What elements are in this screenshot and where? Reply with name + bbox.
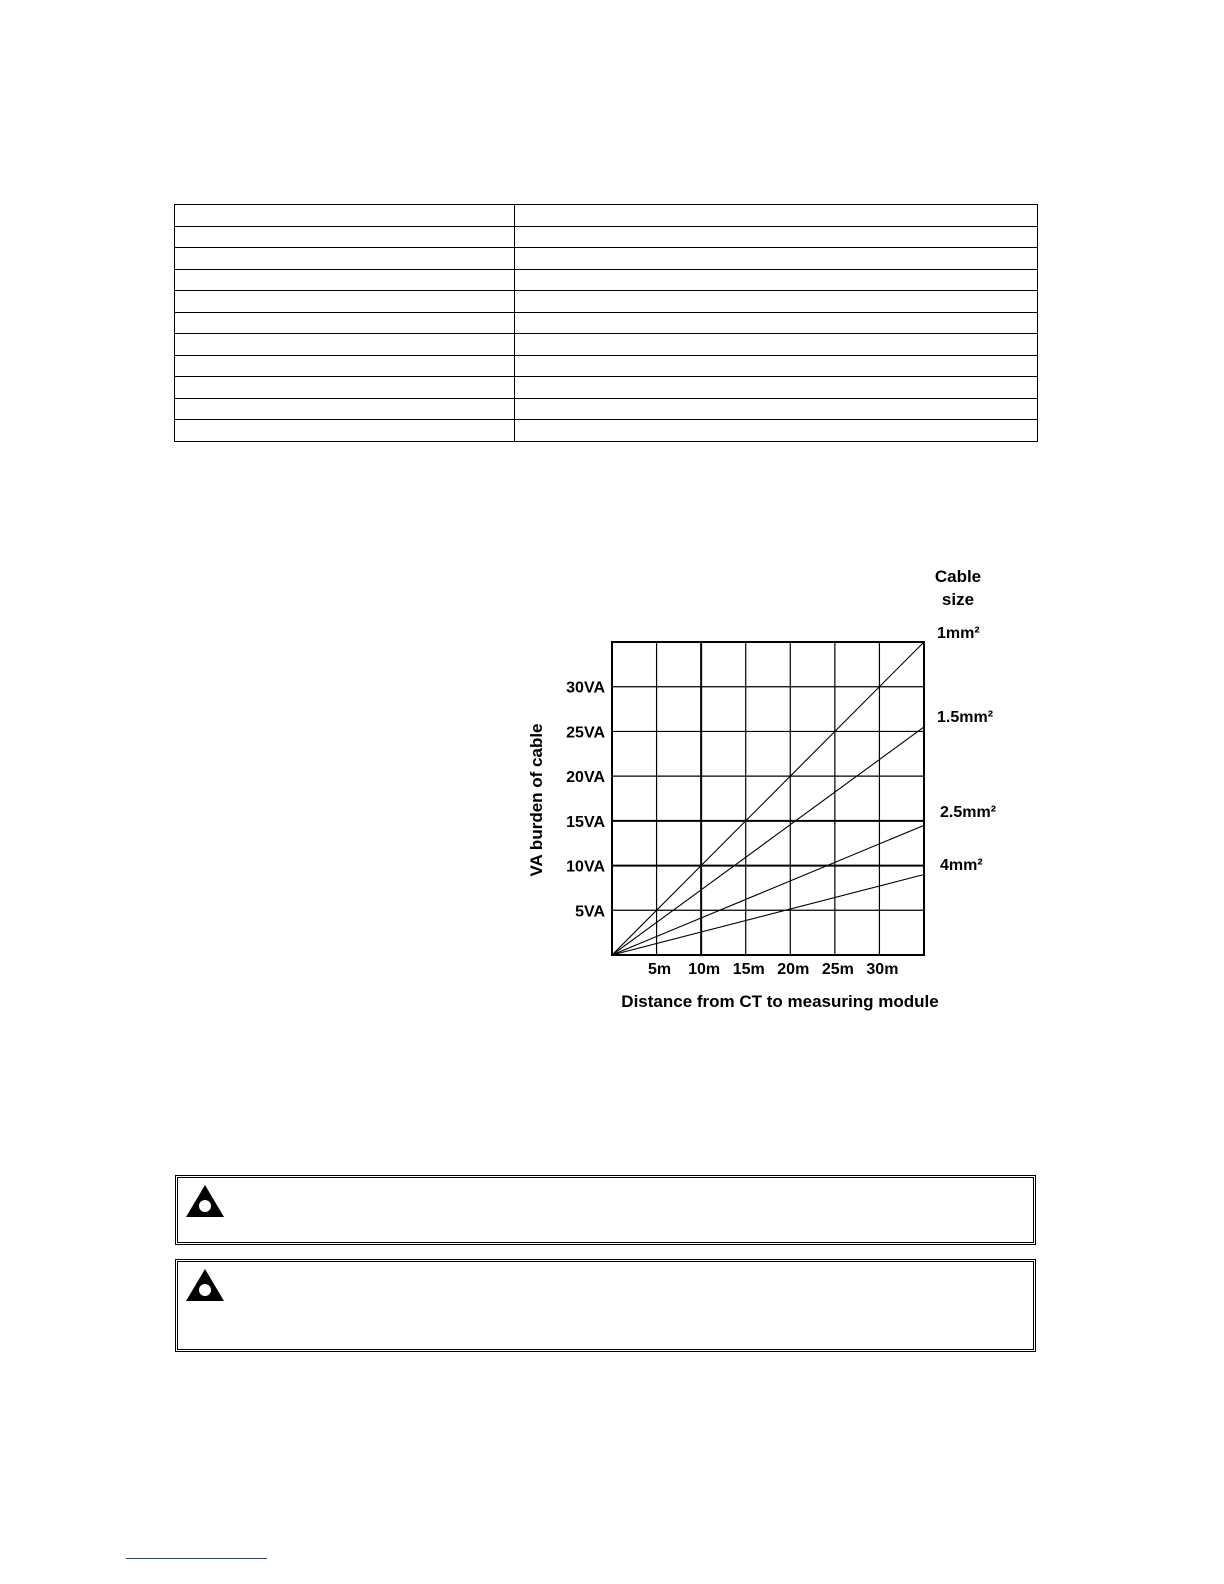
legend-entry: 1.5mm²: [937, 709, 994, 726]
table-cell-value: [515, 398, 1038, 420]
y-tick-label: 20VA: [566, 769, 605, 787]
series-line: [612, 642, 924, 955]
warning-box-1: [175, 1175, 1036, 1245]
table-row: [175, 291, 1038, 313]
footer-rule: [126, 1558, 267, 1559]
va-burden-chart: [500, 555, 1030, 1025]
legend-title-line1: Cable: [934, 567, 982, 586]
table-row: [175, 205, 1038, 227]
table-cell-value: [515, 312, 1038, 334]
x-tick-label: 20m: [777, 961, 810, 978]
legend-entry: 1mm²: [937, 625, 980, 642]
table-row: [175, 420, 1038, 442]
x-axis-label: Distance from CT to measuring module: [621, 992, 939, 1011]
warning-box-2: [175, 1259, 1036, 1352]
table-cell-label: [175, 269, 515, 291]
y-tick-label: 5VA: [575, 903, 605, 921]
legend-entry: 4mm²: [940, 857, 983, 874]
table-cell-value: [515, 291, 1038, 313]
table-cell-label: [175, 377, 515, 399]
x-tick-label: 30m: [866, 961, 899, 978]
y-axis-label: VA burden of cable: [527, 723, 546, 877]
table-row: [175, 312, 1038, 334]
table-row: [175, 355, 1038, 377]
table-row: [175, 334, 1038, 356]
table-cell-value: [515, 334, 1038, 356]
table-cell-label: [175, 420, 515, 442]
series-line: [612, 825, 924, 955]
table-row: [175, 377, 1038, 399]
table-row: [175, 398, 1038, 420]
y-tick-label: 25VA: [566, 724, 605, 742]
table-cell-value: [515, 205, 1038, 227]
table-cell-value: [515, 248, 1038, 270]
table-cell-value: [515, 420, 1038, 442]
series-line: [612, 727, 924, 955]
table-cell-label: [175, 205, 515, 227]
table-cell-label: [175, 312, 515, 334]
legend-entry: 2.5mm²: [940, 804, 997, 821]
series-line: [612, 875, 924, 955]
table-cell-label: [175, 334, 515, 356]
table-row: [175, 269, 1038, 291]
table-cell-label: [175, 398, 515, 420]
table-cell-label: [175, 355, 515, 377]
warning-triangle-icon: [185, 1184, 225, 1218]
y-tick-label: 30VA: [566, 679, 605, 697]
table-row: [175, 248, 1038, 270]
y-tick-label: 15VA: [566, 813, 605, 831]
table-cell-value: [515, 377, 1038, 399]
table-cell-value: [515, 226, 1038, 248]
table-cell-value: [515, 269, 1038, 291]
warning-triangle-icon: [185, 1268, 225, 1302]
table-cell-value: [515, 355, 1038, 377]
x-tick-label: 10m: [688, 961, 721, 978]
x-tick-label: 15m: [732, 961, 765, 978]
y-tick-label: 10VA: [566, 858, 605, 876]
x-tick-label: 5m: [648, 961, 672, 978]
spec-table: [174, 204, 1038, 442]
table-cell-label: [175, 291, 515, 313]
table-cell-label: [175, 226, 515, 248]
table-row: [175, 226, 1038, 248]
x-tick-label: 25m: [821, 961, 854, 978]
table-cell-label: [175, 248, 515, 270]
legend-title-line2: size: [941, 590, 975, 609]
